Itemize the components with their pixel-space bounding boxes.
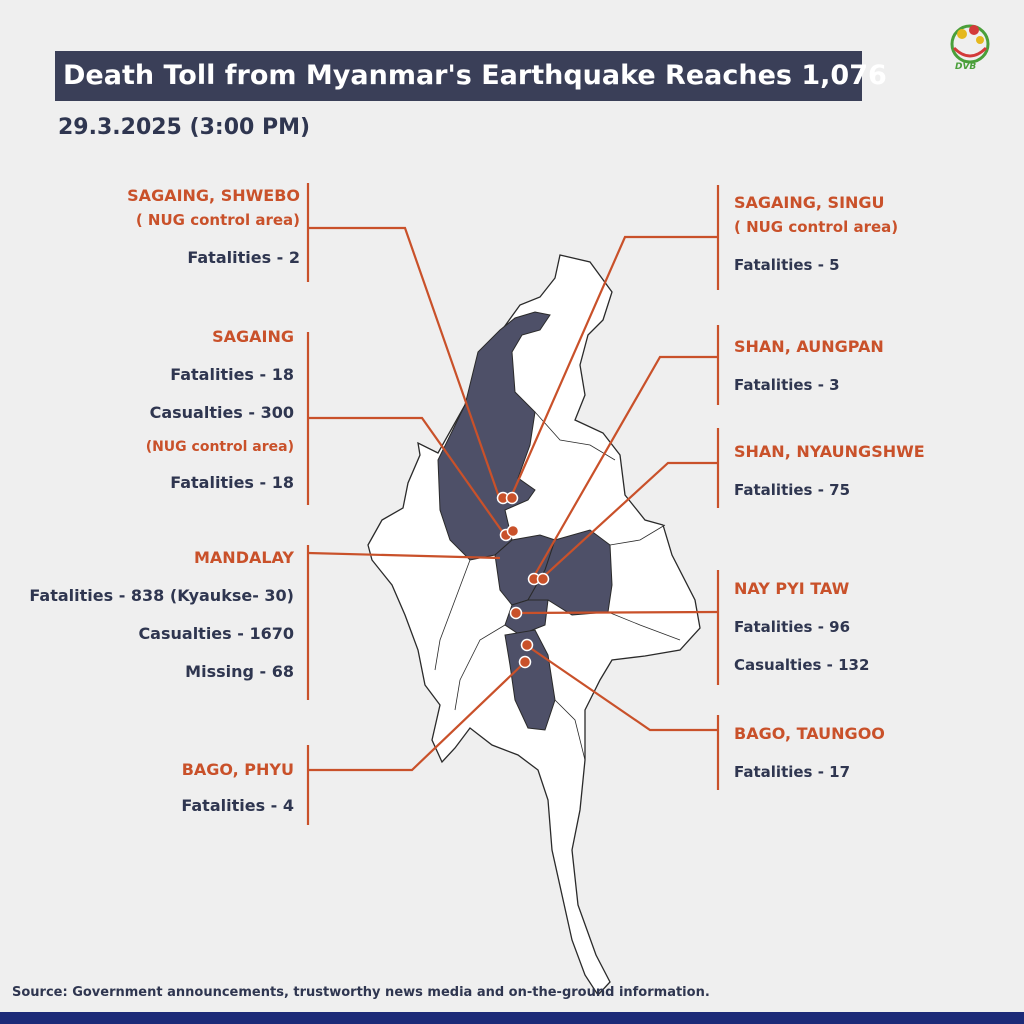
region-note: (NUG control area) (145, 439, 294, 455)
label-sagaing (146, 325, 294, 495)
casualties-value: Casualties - 1670 (138, 624, 294, 643)
fatalities-value: Fatalities - 838 (Kyaukse- 30) (29, 586, 294, 605)
date-subtitle: 29.3.2025 (3:00 PM) (58, 115, 311, 140)
fatalities-value: Fatalities - 75 (734, 481, 851, 499)
casualties-value: Casualties - 300 (149, 403, 294, 422)
region-name: BAGO, TAUNGOO (734, 724, 885, 743)
label-shwebo (127, 184, 300, 270)
leader-line-naypyitaw (516, 612, 718, 613)
page-title: Death Toll from Myanmar's Earthquake Reaches 1,076 (55, 51, 862, 101)
region-name: SAGAING, SHWEBO (127, 186, 300, 205)
marker-taungoo (522, 640, 533, 651)
marker-phyu (520, 657, 531, 668)
bottom-bar (0, 1012, 1024, 1024)
missing-value: Missing - 68 (185, 662, 294, 681)
label-mandalay (29, 546, 294, 684)
marker-singu (507, 493, 518, 504)
region-note: ( NUG control area) (734, 218, 899, 236)
region-name: SHAN, AUNGPAN (734, 337, 884, 356)
casualties-value: Casualties - 132 (734, 656, 870, 674)
region-name: BAGO, PHYU (181, 760, 294, 779)
label-taungoo (734, 722, 885, 784)
logo-text: DVB (955, 62, 977, 72)
label-singu (734, 191, 898, 277)
fatalities-value: Fatalities - 5 (734, 256, 840, 274)
fatalities-value: Fatalities - 96 (734, 618, 851, 636)
source-note: Source: Government announcements, trustworthy news media and on-the-ground information. (12, 985, 710, 1000)
region-name: MANDALAY (194, 548, 294, 567)
marker-naypyitaw (511, 608, 522, 619)
fatalities-value: Fatalities - 17 (734, 763, 851, 781)
nug-fatalities-value: Fatalities - 18 (170, 473, 294, 492)
fatalities-value: Fatalities - 4 (181, 796, 294, 815)
fatalities-value: Fatalities - 2 (187, 248, 300, 267)
label-aungpan (734, 335, 884, 397)
fatalities-value: Fatalities - 3 (734, 376, 840, 394)
marker-mandalay (508, 526, 519, 537)
label-phyu (181, 758, 294, 818)
region-note: ( NUG control area) (135, 211, 300, 229)
region-name: SAGAING, SINGU (734, 193, 885, 212)
label-nyaungshwe (734, 440, 925, 502)
region-name: SHAN, NYAUNGSHWE (734, 442, 925, 461)
label-naypyitaw (734, 577, 869, 677)
region-name: SAGAING (212, 327, 294, 346)
marker-nyaungshwe (538, 574, 549, 585)
fatalities-value: Fatalities - 18 (170, 365, 294, 384)
region-name: NAY PYI TAW (734, 579, 850, 598)
